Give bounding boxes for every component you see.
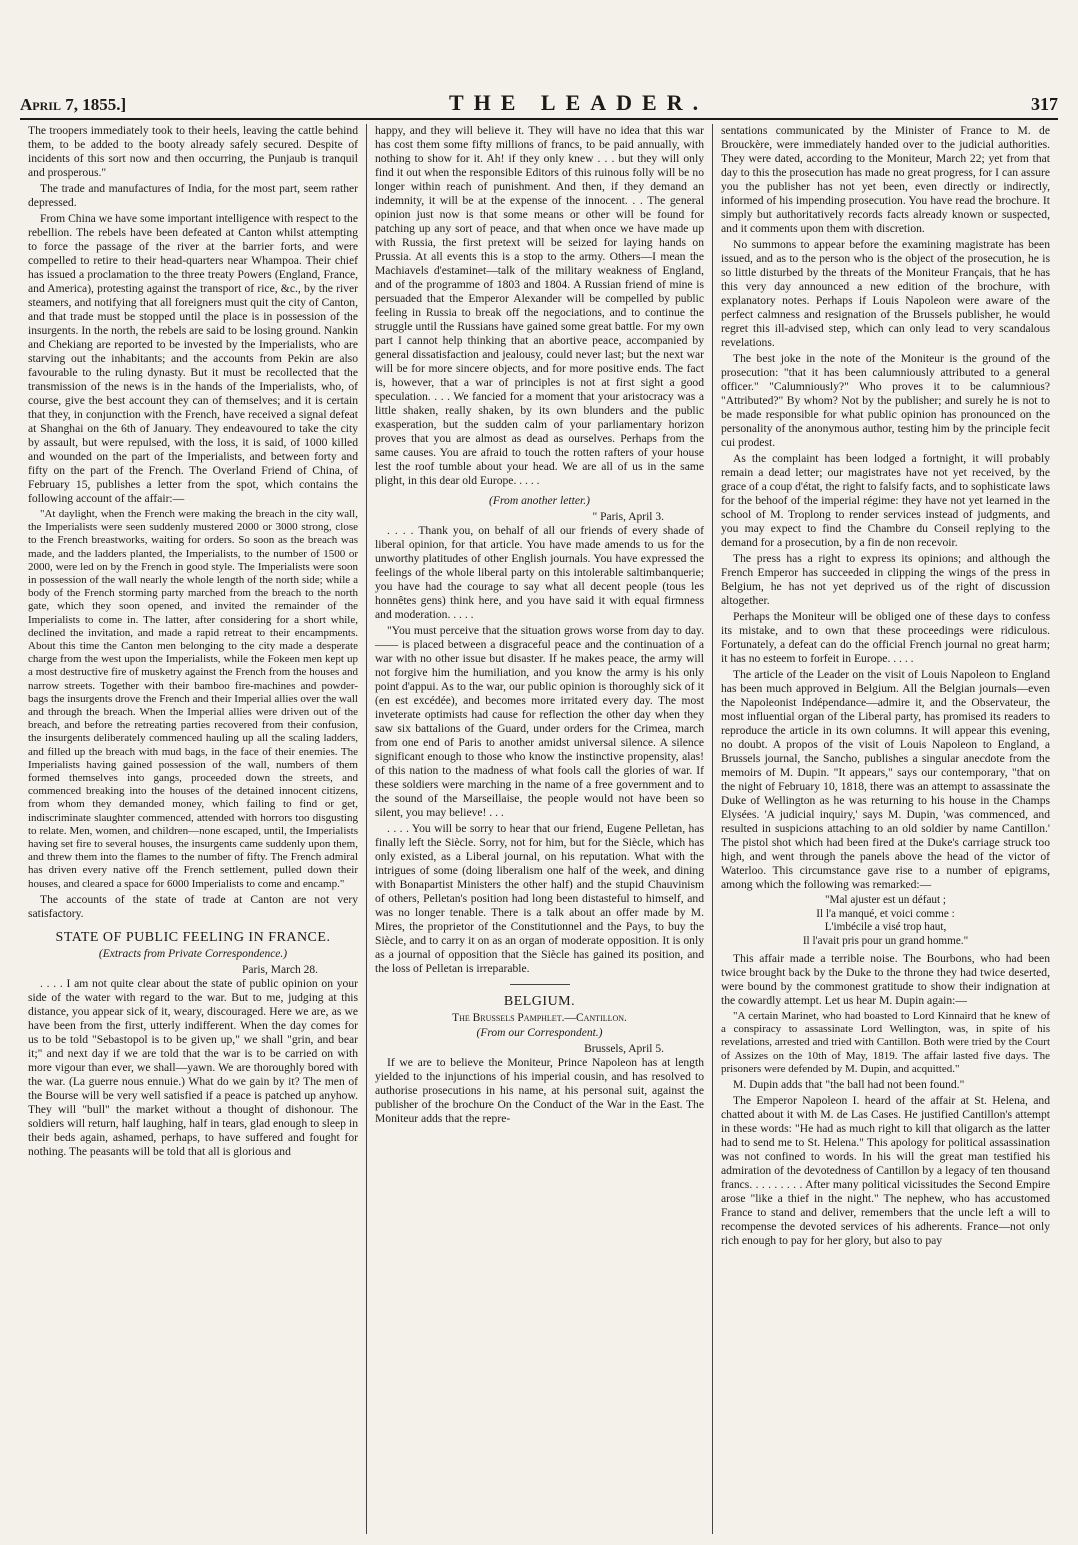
column-left xyxy=(20,124,366,1534)
paragraph: The article of the Leader on the visit of Louis Napoleon to England has been much approved in Belgium. All the Belgian journals—even the Napoleonist Indépendance—admire it, and the Observateur, the most influential organ of the Liberal party, has promised its readers to reproduce the article in its own columns. It will appear this evening, no doubt. A propos of the visit of Louis Napoleon to England, a Brussels journal, the Sancho, publishes a singular anecdote from the memoirs of M. Dupin. "It appears," says our contemporary, "that on the night of February 10, 1818, there was an attempt to assassinate the Duke of Wellington as he was returning to his house in the Champs Elysées. 'A judicial inquiry,' says M. Dupin, 'was commenced, and resulted in suspicions attaching to an old soldier by name Cantillon.' The pistol shot which had been fired at the Duke's carriage struck too high, and went through the panels above the head of the victor of Waterloo. This circumstance gave rise to a number of epigrams, among which the following was remarked:— xyxy=(721,668,1050,891)
section-heading-belgium: BELGIUM. xyxy=(503,994,576,1009)
issue-date: April 7, 1855.] xyxy=(20,95,127,114)
paragraph: The trade and manufactures of India, for the most part, seem rather depressed. xyxy=(28,182,358,209)
paragraph: . . . . You will be sorry to hear that our friend, Eugene Pelletan, has finally left the Siècle. Sorry, not for him, but for the Siècle, which has only existed, as a Liberal journal, on his reputation. What with the intrigues of some (doing liberalism one half of the week, and dining with Bonapartist Ministers the other half) and the stupid Chauvinism of others, Pelletan's position had long been distasteful to himself, and was no longer tenable. There is a talk about an offer made by M. Mires, the proprietor of the Constitutionnel and the Pays, to buy the Siècle, and to carry it on as an organ of moderate opposition. It is only as a journal of opposition that the Siècle has gained its position, and the loss of Pelletan is irreparable. xyxy=(375,822,704,975)
paragraph: The Emperor Napoleon I. heard of the affair at St. Helena, and chatted about it with M. de Las Cases. He justified Cantillon's attempt in these words: "He had as much right to kill that oligarch as the latter had to send me to St. Helena." This apology for political assassination was not confined to words. In his will the great man testified his admiration of the devotedness of Cantillon by a legacy of ten thousand francs. . . . . . . . . After many political vicissitudes the Second Empire arose "like a thief in the night." The nephew, who has accustomed France to stand and deliver, remembers that the uncle left a will to recompense the devoted services of his adherents. France—not only rich enough to pay for her glory, but also to pay xyxy=(721,1094,1050,1248)
column-right xyxy=(712,124,1058,1534)
paragraph: The press has a right to express its opinions; and although the French Emperor has succeeded in clipping the wings of the press in Belgium, he has not yet deprived us of the right of discussion altogether. xyxy=(721,552,1050,607)
paragraph: If we are to believe the Moniteur, Prince Napoleon has at length yielded to the injunctions of his imperial cousin, and has resolved to authorise prosecutions in his name, at his personal suit, against the publisher of the brochure On the Conduct of the War in the East. The Moniteur adds that the repre- xyxy=(375,1056,704,1125)
paragraph: As the complaint has been lodged a fortnight, it will probably remain a dead letter; our magistrates have not yet received, by the grace of a coup d'état, the right to falsify facts, and to sophisticate laws for the behoof of the imperial régime: they have not yet learned in the school of M. Troplong to render services instead of judgments, and you may expect to find the Chambre du Conseil replying to the demand for a prosecution, by a fin de non recevoir. xyxy=(721,452,1050,549)
verse-line: L'imbécile a visé trop haut, xyxy=(824,921,947,933)
paragraph: No summons to appear before the examining magistrate has been issued, and as to the person who is the object of the prosecution, he is so little disturbed by the threats of the Moniteur Français, that he has this very day announced a new edition of the brochure, with explanatory notes. Perhaps if Louis Napoleon were aware of the perfect calmness and resignation of the Brussels publisher, he would regret this ill-advised step, which can only lead to very scandalous revelations. xyxy=(721,238,1050,349)
paragraph: . . . . I am not quite clear about the state of public opinion on your side of the water with regard to the war. But to me, judging at this distance, you appear sick of it, weary, discouraged. Here we are, as we have been from the first, utterly indifferent. When the day comes for us to be told "Sebastopol is to be given up," we shall "grin, and bear it;" and next day if we are told that the war is to be carried on with more vigour than ever, we shall—yawn. We are thoroughly bored with the war. (La guerre nous ennuie.) What do we gain by it? The men of the Bourse will be very well satisfied if a peace is patched up anyhow. They will "bull" the market without a thought of dishonour. The soldiers will return, half laughing, half in tears, glad enough to sleep in their beds again, ashamed, perhaps, to have suffered and fought for nothing. The peasants will be told that all is glorious and xyxy=(28,976,358,1158)
paragraph: sentations communicated by the Minister of France to M. de Brouckère, were immediately handed over to the judicial authorities. They were dated, according to the Moniteur, March 22; yet from that day to this the prosecution has made no great progress, for I can assure you the publisher has not yet been, even directly or indirectly, informed of his impending prosecution. You have read the brochure. It simply but authoritatively records facts already known or suspected, and it comments upon them with discretion. xyxy=(721,124,1050,235)
text-columns xyxy=(20,124,1058,1534)
section-heading-france: STATE OF PUBLIC FEELING IN FRANCE. xyxy=(55,929,331,945)
paragraph: Perhaps the Moniteur will be obliged one of these days to confess its mistake, and to own that these proceedings were ridiculous. Fortunately, a defeat can do the official French journal no great harm; it has no esteem to forfeit in Europe. . . . . xyxy=(721,610,1050,665)
paragraph: M. Dupin adds that "the ball had not been found." xyxy=(733,1078,965,1092)
letter-heading: (From another letter.) xyxy=(489,494,590,507)
block-quote: "At daylight, when the French were making the breach in the city wall, the Imperialists were seen suddenly mustered 2000 or 3000 strong, close to the French breastworks, waiting for orders. So soon as the breach was made, and the ladders planted, the Imperialists, to the number of 1500 or 2000, were led on by the French in good style. The Imperialists were soon in possession of the wall nearly the whole length of the north side; while a body of the French storming party marched from the breach to the north gate, which they soon opened, and invited the remainder of the Imperialists to come in. The latter, after considering for a short while, declined the invitation, and made a rapid retreat to their encampments. About this time the Canton men belonging to the city made a desperate charge from the west upon the Imperialists, while the Fokeen men kept up a most destructive fire of musketry against the French from the houses and narrow streets. Together with their bamboo fire-machines and powder-bags the insurgents drove the French and their Imperial allies over the wall and through the breach. When the Imperial allies were driven out of the breach, and before the retreating parties recovered from their confusion, the insurgents deliberately commenced hauling up all the scaling ladders, and filled up the breach with mud bags, in the face of their enemies. The Imperialists having gained possession of the wall, numbers of them formed themselves into gangs, proceeded down the streets, and commenced breaking into the houses of the detained innocent citizens, from whom they demanded money, which failing to find or get, indiscriminate slaughter commenced, attended with horrors too disgusting to relate. Men, women, and children—none escaped, until, the Imperialists having set fire to several houses, the insurgents came suddenly upon them, and threw them into the flames to the number of fifty. The French admiral has driven every native off the French settlement, pulled down their houses, and cleared a space for 6000 Imperialists to come and encamp." xyxy=(28,508,358,890)
page-number: 317 xyxy=(1030,94,1058,114)
paragraph: The accounts of the state of trade at Canton are not very satisfactory. xyxy=(28,892,358,920)
newspaper-title: THE LEADER. xyxy=(448,90,709,115)
divider xyxy=(510,984,570,985)
paragraph: "You must perceive that the situation grows worse from day to day.—— is placed between a disgraceful peace and the continuation of a war with no other issue but disaster. If he makes peace, the army will not forgive him the humiliation, and you know the army is his only point d'appui. As to the war, our public opinion is thoroughly sick of it (en est excédée), and becomes more irritated every day. The most inveterate optimists had cause for reflection the other day when they saw six battalions of the Guard, under orders for the Crimea, march from one end of Paris to another amidst universal silence. A silence significant enough to those who know the instinctive propensity, alas! of this nation to the madness of what fools call the glories of war. If these soldiers were marching in the name of a free government and to the sound of the Marseillaise, the people would not have been so silent, you may believe! . . . xyxy=(375,624,704,819)
column-middle xyxy=(366,124,712,1534)
epigram-verse xyxy=(721,894,1050,948)
dateline: Brussels, April 5. xyxy=(584,1043,664,1055)
masthead xyxy=(20,84,1058,120)
paragraph: The troopers immediately took to their heels, leaving the cattle behind them, to be added to the booty already safely secured. Despite of incidents of this sort now and then occurring, the Punjaub is tranquil and prosperous." xyxy=(28,124,358,179)
block-quote: "A certain Marinet, who had boasted to Lord Kinnaird that he knew of a conspiracy to assassinate Lord Wellington, was, in spite of his revelations, arrested and tried with Cantillon. Both were tried by the Court of Assizes on the 10th of May, 1819. The affair lasted five days. The prisoners were defended by M. Dupin, and acquitted." xyxy=(721,1010,1050,1075)
section-subheading: The Brussels Pamphlet.—Cantillon. xyxy=(452,1012,627,1024)
dateline: Paris, March 28. xyxy=(241,963,318,976)
paragraph: happy, and they will believe it. They will have no idea that this war has cost them some fifty millions of francs, to be paid annually, with nothing to show for it. Ah! if they only knew . . . but they will only find it out when the responsible Editors of this ruinous folly will be no longer within reach of punishment. And then, if they demand an indemnity, it will be at the expense of the innocent. . . The general opinion just now is that some means or other will be found for patching up any sort of peace, and that when once we have made up with Russia, the first pretext will be seized for laying hands on Prussia. At all events this is a stop to the army. Others—I mean the Machiavels d'estaminet—talk of the military weakness of England, and of the programme of 1803 and 1804. A Russian friend of mine is persuaded that the Emperor Alexander will be compelled by public feeling in Russia to break off the negociations, and to continue the struggle until the Russians have gained some great battle. For my own part I cannot help thinking that an abortive peace, accompanied by general dissatisfaction and jealousy, could never last; but the next war will be for more sincere objects, and for more positive ends. The fact is, however, that a war of principles is not at first sight a good speculation. . . . We fancied for a moment that your aristocracy was a little shaken, really shaken, by its own blunders and the public exasperation, but the sudden calm of your parliamentary horizon proves that you are almost as dead as ourselves. Perhaps from the same causes. You are afraid to touch the rotten rafters of your house lest the roof tumble about your head. We are all of us in the same plight, in this dear old Europe. . . . . xyxy=(375,124,704,487)
verse-line: Il l'a manqué, et voici comme : xyxy=(816,907,955,920)
section-subheading: (Extracts from Private Correspondence.) xyxy=(98,947,288,960)
correspondent-note: (From our Correspondent.) xyxy=(476,1027,603,1039)
verse-line: Il l'avait pris pour un grand homme." xyxy=(802,934,969,947)
paragraph: The best joke in the note of the Moniteur is the ground of the prosecution: "that it has been calumniously attributed to a general officer." "Calumniously?" Who proves it to be calumnious? "Attributed?" By whom? Not by the publisher; and surely he is not to be made responsible for what public opinion has pronounced on the personality of the anonymous author, testing him by the principle fecit cui prodest. xyxy=(721,352,1050,449)
paragraph: . . . . Thank you, on behalf of all our friends of every shade of liberal opinion, for that article. You have made amends to us for the unworthy platitudes of other English journals. You have expressed the feelings of the whole liberal party on this intolerable saltimbanquerie; you have had the courage to say what all decent people (tous les honnêtes gens) think here, and you have said it with equal firmness and moderation. . . . . xyxy=(375,524,704,621)
verse-line: "Mal ajuster est un défaut ; xyxy=(824,894,947,906)
paragraph: This affair made a terrible noise. The Bourbons, who had been twice brought back by the Duke to the throne they had twice deserted, were bound by the commonest gratitude to show their indignation at the cowardly attempt. Let us hear M. Dupin again:— xyxy=(721,952,1050,1007)
paragraph: From China we have some important intelligence with respect to the rebellion. The rebels have been defeated at Canton whilst attempting to force the passage of the river at the barrier forts, and were compelled to retire to their head-quarters near Whampoa. Their chief has issued a proclamation to the three treaty Powers (England, France, and America), protesting against the transport of rice, &c., by the river steamers, and notifying that all foreigners must quit the city of Canton, and that trade must be stopped until the place is in possession of the insurgents. In the north, the rebels are said to be losing ground. Nankin and Chekiang are reported to be invested by the Imperialists, who are starving out the inhabitants; and the accounts from Pekin are also favourable to the ruling dynasty. But it must be recollected that the transmission of the news is in the hands of the Imperialists, who, of course, give the best account they can of themselves; and it is certain that they, in conjunction with the French, have received a signal defeat at Shanghai on the 6th of January. They endeavoured to take the city by assault, but were repulsed, with the loss, it is said, of 1000 killed and wounded on the part of the Imperialists, and between forty and fifty on the part of the French. The Overland Friend of China, of February 15, publishes a letter from the spot, which contains the following account of the affair:— xyxy=(28,212,358,505)
dateline: " Paris, April 3. xyxy=(592,511,664,523)
